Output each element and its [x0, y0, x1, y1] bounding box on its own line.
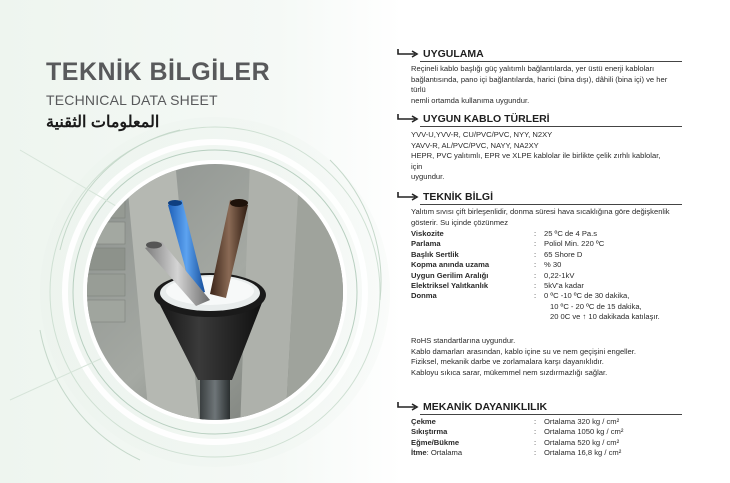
- table-row: [411, 312, 700, 322]
- row-value: 5kV'a kadar: [544, 281, 584, 291]
- row-value: 0,22-1kV: [544, 270, 575, 280]
- text-line: Yalıtım sıvısı çift birleşenlidir, donma süresi hava sıcaklığına göre değişkenlik: [411, 207, 670, 216]
- text-line: uygundur.: [411, 172, 445, 182]
- row-key: Elektriksel Yalıtkanlık: [411, 281, 489, 291]
- teknik-notes: [411, 336, 673, 378]
- row-sep: :: [534, 260, 537, 270]
- row-key: Eğme/Bükme: [411, 437, 460, 447]
- row-sep: :: [534, 417, 537, 426]
- section-divider: [420, 204, 682, 205]
- uygulama-text: [411, 64, 673, 106]
- row-sep: :: [534, 239, 537, 249]
- arrow-right-icon: [396, 48, 420, 60]
- text-line: Kabloyu sıkıca sarar, mükemmel nem sızdırmazlığı sağlar.: [411, 367, 608, 377]
- section-title-teknik: TEKNİK BİLGİ: [423, 191, 493, 203]
- text-line: bağlantısında, pano içi bağlantılarda, harici (bina dışı), dâhili (bina içi) ve her türlü: [411, 74, 668, 95]
- text-line: Fiziksel, mekanik darbe ve zorlamalara karşı dayanıklıdır.: [411, 357, 604, 367]
- section-header-kablo: [396, 113, 550, 125]
- row-key: [411, 312, 534, 322]
- table-row: [411, 281, 700, 291]
- row-value: % 30: [544, 260, 562, 270]
- teknik-intro: [411, 207, 673, 228]
- row-sep: :: [534, 291, 537, 301]
- table-row: [411, 448, 684, 458]
- row-value: 25 ºC de 4 Pa.s: [544, 229, 598, 238]
- row-value: 65 Shore D: [544, 249, 583, 259]
- table-row: [411, 417, 684, 427]
- row-value: Ortalama 16,8 kg / cm²: [544, 448, 622, 458]
- arrow-right-icon: [396, 113, 420, 125]
- row-key-suffix: : Ortalama: [426, 448, 463, 458]
- row-sep: :: [534, 448, 537, 458]
- row-key: Parlama: [411, 239, 441, 249]
- text-line: Reçineli kablo başlığı güç yalıtımlı bağlantılarda, yer üstü enerji kabloları: [411, 64, 655, 73]
- row-key: [411, 302, 534, 312]
- table-row: [411, 260, 700, 270]
- section-header-uygulama: [396, 48, 484, 60]
- kablo-text: [411, 130, 673, 183]
- text-line: HEPR, PVC yalıtımlı, EPR ve XLPE kablolar ile birlikte çelik zırhlı kablolar, için: [411, 151, 661, 171]
- text-line: RoHS standartlarına uygundur.: [411, 336, 516, 345]
- row-sep: [534, 302, 544, 312]
- row-sep: :: [534, 437, 537, 447]
- page-title: TEKNİK BİLGİLER: [46, 58, 271, 86]
- row-value: Ortalama 1050 kg / cm²: [544, 427, 624, 437]
- table-row: [411, 302, 700, 312]
- row-key: Uygun Gerilim Aralığı: [411, 270, 489, 280]
- arrow-right-icon: [396, 401, 420, 413]
- row-key: Donma: [411, 291, 437, 301]
- row-key: Başlık Sertlik: [411, 249, 459, 259]
- section-title-mekanik: MEKANİK DAYANIKLILIK: [423, 401, 548, 413]
- page-title-arabic: المعلومات الثقنية: [46, 114, 160, 131]
- row-key: [411, 448, 534, 458]
- section-header-mekanik: [396, 401, 547, 413]
- row-sep: :: [534, 281, 537, 291]
- page-subtitle: TECHNICAL DATA SHEET: [46, 92, 218, 108]
- table-row: [411, 250, 700, 260]
- section-title-uygulama: UYGULAMA: [423, 48, 484, 60]
- text-line: YVV-U,YVV-R, CU/PVC/PVC, NYY, N2XY: [411, 130, 553, 139]
- row-sep: :: [534, 427, 537, 437]
- section-divider: [420, 126, 682, 127]
- row-key: Kopma anında uzama: [411, 260, 490, 270]
- teknik-table: [411, 229, 700, 323]
- table-row: [411, 438, 684, 448]
- table-row: [411, 291, 700, 301]
- text-line: gösterir. Su içinde çözünmez: [411, 217, 509, 227]
- row-sep: :: [534, 249, 537, 259]
- row-value: Ortalama 320 kg / cm²: [544, 417, 620, 426]
- row-value: 20 0C ve ↑ 10 dakikada katılaşır.: [550, 312, 660, 322]
- text-line: Kablo damarları arasından, kablo içine su ve nem geçişini engeller.: [411, 346, 636, 356]
- text-line: nemli ortamda kullanıma uygundur.: [411, 95, 530, 105]
- section-header-teknik: [396, 191, 493, 203]
- table-row: [411, 229, 700, 239]
- row-key: Sıkıştırma: [411, 427, 448, 437]
- section-divider: [420, 61, 682, 62]
- text-line: YAVV-R, AL/PVC/PVC, NAYY, NA2XY: [411, 140, 539, 150]
- row-value: Poliol Min. 220 ºC: [544, 239, 605, 249]
- row-value: 0 ºC -10 ºC de 30 dakika,: [544, 291, 630, 301]
- section-title-kablo: UYGUN KABLO TÜRLERİ: [423, 113, 550, 125]
- row-sep: [534, 312, 544, 322]
- row-value: Ortalama 520 kg / cm²: [544, 437, 620, 447]
- mekanik-table: [411, 417, 684, 459]
- row-key: Viskozite: [411, 229, 444, 238]
- row-sep: :: [534, 229, 537, 238]
- row-sep: :: [534, 270, 537, 280]
- table-row: [411, 239, 700, 249]
- table-row: [411, 271, 700, 281]
- row-value: 10 ºC - 20 ºC de 15 dakika,: [550, 301, 642, 311]
- arrow-right-icon: [396, 191, 420, 203]
- row-key: Çekme: [411, 417, 436, 426]
- table-row: [411, 427, 684, 437]
- row-key-bold: İtme: [411, 448, 427, 458]
- section-divider: [420, 414, 682, 415]
